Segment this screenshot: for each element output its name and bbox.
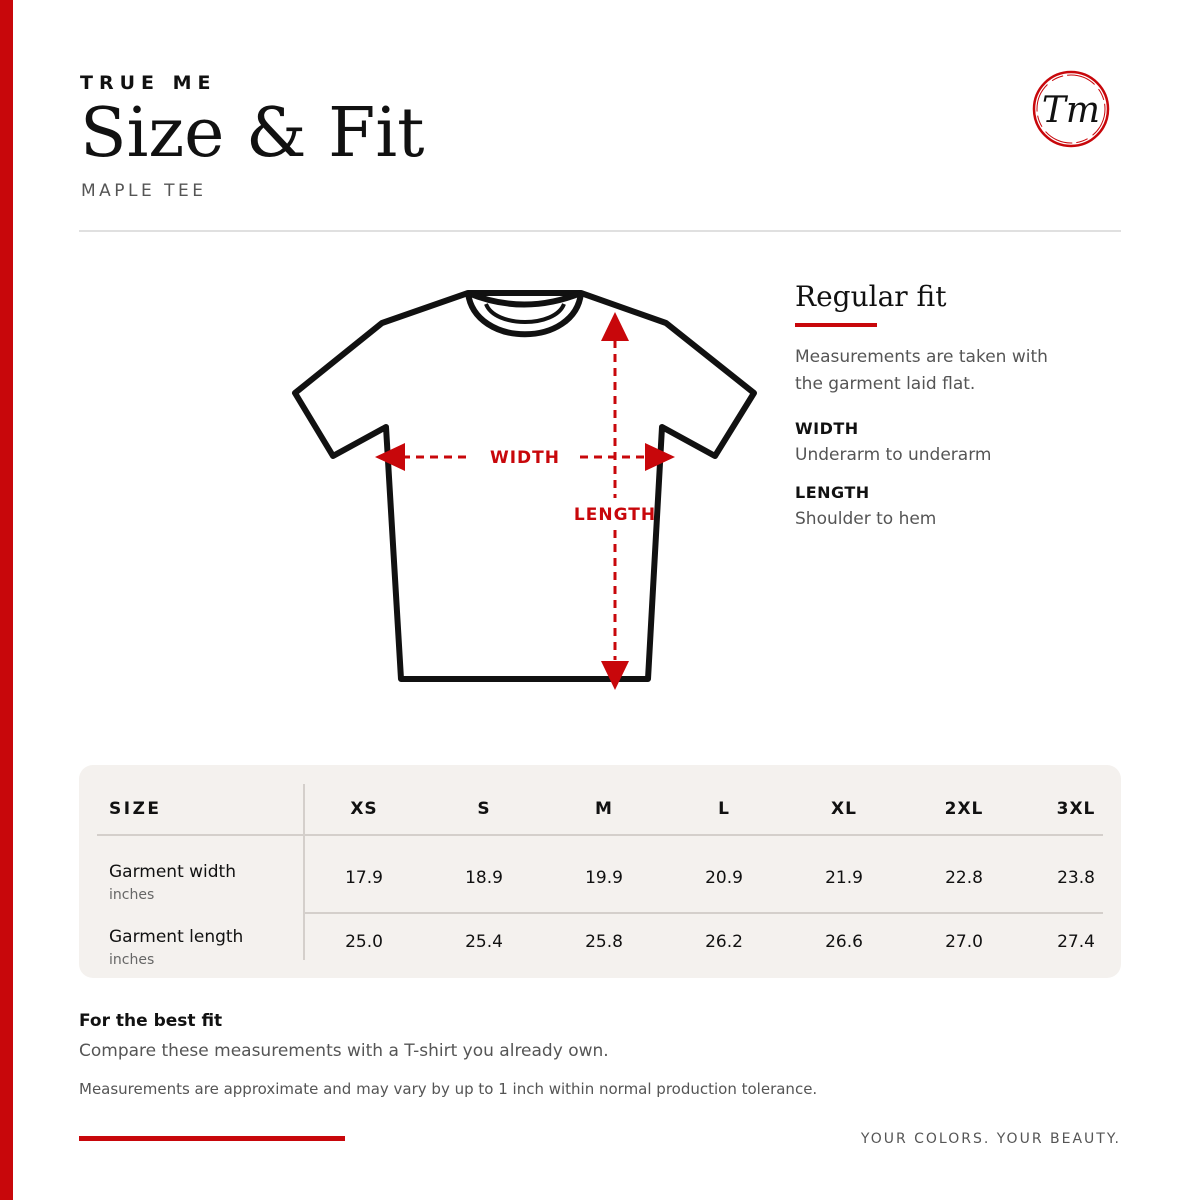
footer-accent-line bbox=[79, 1136, 345, 1141]
fit-description: Measurements are taken with the garment laid flat. bbox=[795, 347, 1048, 394]
width-label: WIDTH bbox=[489, 448, 561, 468]
table-cell: 27.4 bbox=[1057, 932, 1095, 952]
row-label: Garment width bbox=[109, 862, 237, 882]
fit-underline bbox=[795, 323, 877, 327]
length-label: LENGTH bbox=[573, 505, 657, 525]
table-cell: 21.9 bbox=[825, 868, 863, 888]
header-divider bbox=[79, 230, 1121, 232]
fit-title: Regular fit bbox=[795, 280, 947, 313]
best-fit-title: For the best fit bbox=[79, 1011, 223, 1031]
length-definition: Shoulder to hem bbox=[795, 509, 937, 529]
size-header-3xl: 3XL bbox=[1056, 799, 1096, 819]
logo-text: Tm bbox=[1041, 90, 1101, 131]
table-cell: 17.9 bbox=[345, 868, 383, 888]
best-fit-text: Compare these measurements with a T-shirt you already own. bbox=[79, 1041, 609, 1061]
size-header-xl: XL bbox=[831, 799, 857, 819]
table-header-divider bbox=[97, 834, 1103, 836]
width-term: WIDTH bbox=[795, 419, 859, 438]
length-arrow-bottom bbox=[601, 661, 629, 690]
size-header-m: M bbox=[595, 799, 613, 819]
table-cell: 18.9 bbox=[465, 868, 503, 888]
row-unit: inches bbox=[109, 952, 155, 968]
product-name: MAPLE TEE bbox=[81, 181, 207, 201]
table-cell: 27.0 bbox=[945, 932, 983, 952]
table-cell: 26.6 bbox=[825, 932, 863, 952]
length-term: LENGTH bbox=[795, 483, 870, 502]
table-cell: 26.2 bbox=[705, 932, 743, 952]
tm-logo-icon bbox=[1026, 64, 1116, 154]
table-cell: 20.9 bbox=[705, 868, 743, 888]
row-unit: inches bbox=[109, 887, 155, 903]
table-cell: 19.9 bbox=[585, 868, 623, 888]
row-label: Garment length bbox=[109, 927, 244, 947]
size-header-xs: XS bbox=[350, 799, 378, 819]
page-title: Size & Fit bbox=[80, 94, 425, 173]
tshirt-outline bbox=[295, 293, 754, 679]
accent-side-bar bbox=[0, 0, 13, 1200]
table-column-divider bbox=[303, 784, 305, 960]
length-arrow-top bbox=[601, 312, 629, 341]
disclaimer: Measurements are approximate and may vary by up to 1 inch within normal production tolerance. bbox=[79, 1080, 818, 1098]
table-cell: 25.8 bbox=[585, 932, 623, 952]
table-cell: 22.8 bbox=[945, 868, 983, 888]
table-cell: 25.4 bbox=[465, 932, 503, 952]
width-definition: Underarm to underarm bbox=[795, 445, 992, 465]
brand-name: TRUE ME bbox=[80, 72, 217, 94]
size-header-2xl: 2XL bbox=[944, 799, 984, 819]
tagline: YOUR COLORS. YOUR BEAUTY. bbox=[860, 1131, 1121, 1147]
table-cell: 23.8 bbox=[1057, 868, 1095, 888]
size-header-l: L bbox=[718, 799, 730, 819]
tshirt-diagram bbox=[290, 288, 760, 690]
size-column-header: SIZE bbox=[109, 799, 162, 819]
size-header-s: S bbox=[477, 799, 491, 819]
table-row-divider bbox=[305, 912, 1103, 914]
table-cell: 25.0 bbox=[345, 932, 383, 952]
